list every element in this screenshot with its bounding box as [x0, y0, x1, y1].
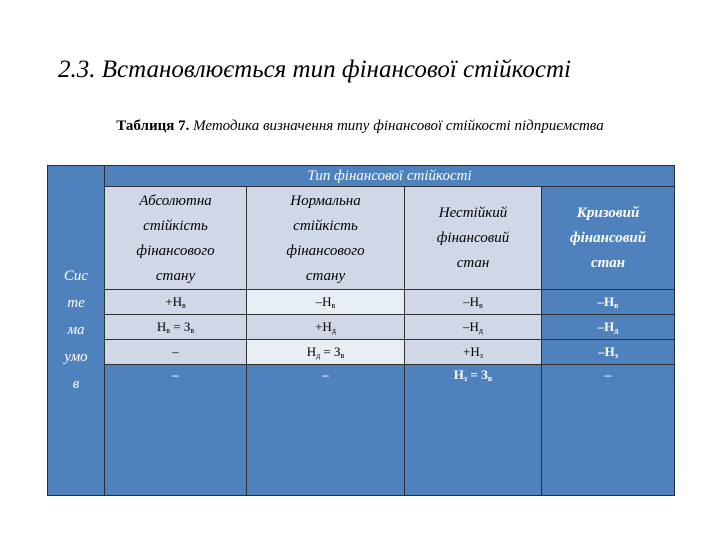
slide-title: 2.3. Встановлюється тип фінансової стійкості	[58, 56, 571, 83]
table-cell: $-Н_д$	[405, 315, 542, 340]
header-unstable-state: Нестійкий фінансовий стан	[405, 187, 542, 290]
table-cell: $-Н_д$	[542, 315, 675, 340]
table-cell: $-Н_з$	[542, 340, 675, 365]
table-caption	[80, 116, 640, 136]
conditions-side-label: Сис те ма умо в	[48, 166, 105, 496]
table-cell: $-Н_в$	[542, 290, 675, 315]
table-cell: –	[542, 365, 675, 496]
financial-stability-table	[47, 165, 675, 496]
table-cell: $Н_в = З_в$	[105, 315, 247, 340]
header-normal-stability: Нормальна стійкість фінансового стану	[247, 187, 405, 290]
caption-text: Методика визначення типу фінансової стійкості підприємства	[193, 118, 604, 134]
header-absolute-stability: Абсолютна стійкість фінансового стану	[105, 187, 247, 290]
table-cell: $+Н_д$	[247, 315, 405, 340]
table-cell: –	[105, 340, 247, 365]
table-cell: $-Н_в$	[405, 290, 542, 315]
caption-label: Таблиця 7.	[116, 118, 190, 134]
group-header: Тип фінансової стійкості	[105, 166, 675, 187]
table-cell: –	[105, 365, 247, 496]
table-cell: –	[247, 365, 405, 496]
table-cell: $+Н_з$	[405, 340, 542, 365]
table-cell: $-Н_в$	[247, 290, 405, 315]
table-cell: $+Н_в$	[105, 290, 247, 315]
table-cell: $Н_з = З_в$	[405, 365, 542, 496]
header-crisis-state: Кризовий фінансовий стан	[542, 187, 675, 290]
table-cell: $Н_д = З_в$	[247, 340, 405, 365]
